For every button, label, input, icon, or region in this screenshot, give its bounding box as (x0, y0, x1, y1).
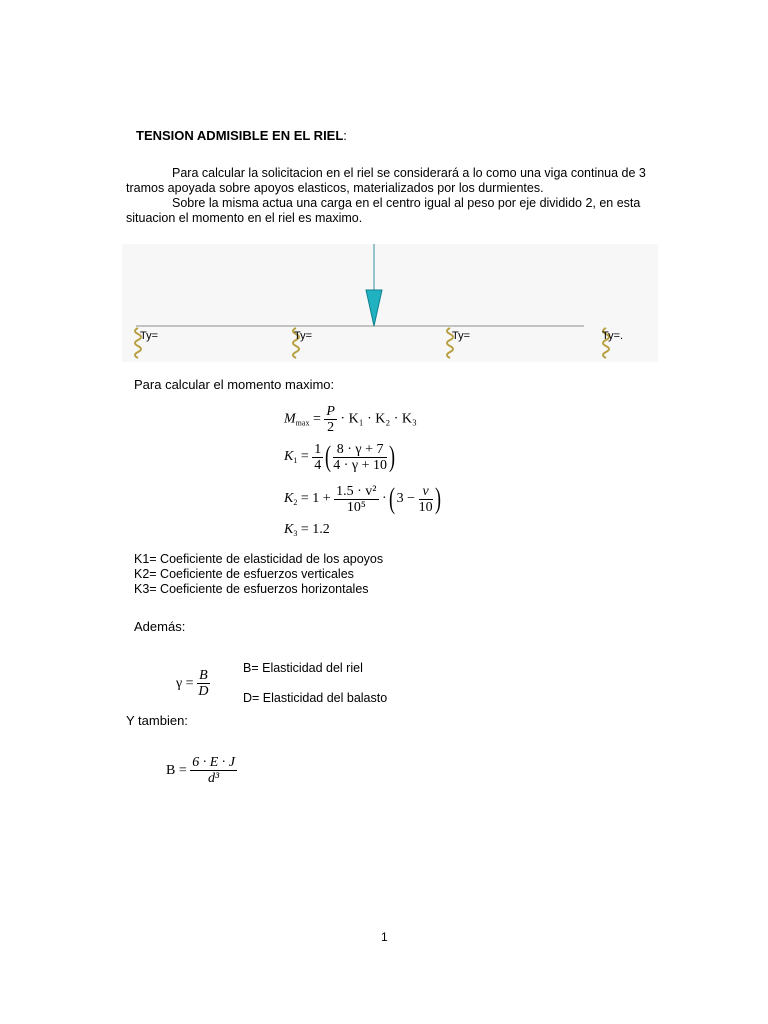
k2-lhs: K (284, 491, 294, 507)
formula-k1: $K_1$ = $\frac{1}{4}$ ( $\frac{8 \cdot \gamma + 7}{4 \cdot \gamma + 10}$ ) (284, 440, 395, 473)
k1-coef-fraction (312, 442, 323, 473)
k2-den: 10⁵ (346, 499, 366, 515)
support-label-2: Ty= (294, 330, 313, 342)
mmax-lhs: M (284, 411, 296, 427)
k2-inner-den: 10 (418, 499, 433, 515)
definition-k1: K1= Coeficiente de elasticidad de los apoyos (134, 552, 384, 566)
support-label-3: Ty= (452, 330, 471, 342)
paragraph-1: Para calcular la solicitacion en el riel se considerará a lo como una viga continua de 3 tramos apoyada sobre apoyos elasticos, materializados por los durmientes. (126, 166, 646, 195)
title-colon: : (343, 128, 347, 143)
k2-inner-a: 3 − (396, 491, 416, 507)
definition-k2: K2= Coeficiente de esfuerzos verticales (134, 567, 354, 581)
formula-k2: $K_2 = 1$ + $\frac{\text{1.5 · v²}}{\text{10⁵}}$ ·( 3 − $\frac{v}{10}$ ) (284, 482, 441, 515)
mmax-num: P (326, 404, 335, 419)
gamma-num: B (199, 668, 208, 683)
k1-eq: = (300, 449, 309, 465)
k1-coef-den: 4 (314, 457, 322, 473)
mmax-eq: = (312, 411, 321, 427)
y-tambien-label: Y tambien: (126, 713, 188, 728)
b-den: d³ (208, 771, 220, 786)
k2-inner-fraction (419, 484, 433, 515)
page-number: 1 (381, 930, 388, 944)
k3-lhs: K (284, 522, 294, 537)
k2-fraction (334, 484, 378, 515)
b-fraction (190, 755, 237, 787)
formula-b (166, 755, 237, 787)
paragraph-2: Sobre la misma actua una carga en el centro igual al peso por eje dividido 2, en esta situacion el momento en el riel es maximo. (126, 196, 641, 225)
support-label-1: Ty= (140, 330, 159, 342)
k3-eq: = 1.2 (300, 522, 330, 537)
definitions-list (134, 552, 383, 597)
definition-k3: K3= Coeficiente de esfuerzos horizontales (134, 582, 369, 596)
mmax-rest: · K₁ · K₂ · K₃ (340, 411, 417, 427)
k1-num: 8 · γ + 7 (333, 442, 387, 458)
formula-gamma (176, 668, 210, 700)
k2-eq: = 1 + (300, 491, 331, 507)
k1-fraction (333, 442, 387, 473)
k2-sub: 2 (293, 498, 298, 508)
gamma-den: D (198, 684, 209, 699)
k2-inner-num: v (422, 483, 429, 499)
gamma-lhs: γ = (176, 676, 194, 692)
beam-diagram (122, 244, 658, 362)
mmax-sub: max (295, 418, 310, 428)
title-text: TENSION ADMISIBLE EN EL RIEL (136, 128, 344, 143)
mmax-den: 2 (327, 420, 335, 435)
k2-num: 1.5 · v² (336, 483, 377, 499)
formula-mmax (284, 404, 417, 435)
b-lhs: B = (166, 763, 187, 779)
support-label-4: Ty=. (602, 330, 624, 342)
formula-k3 (284, 522, 330, 538)
gamma-def-b: B= Elasticidad del riel (243, 661, 363, 675)
momento-intro: Para calcular el momento maximo: (134, 377, 335, 392)
beam-diagram-svg (122, 244, 658, 362)
k1-coef-num: 1 (314, 441, 322, 457)
section-title (136, 128, 347, 143)
k3-sub: 3 (293, 529, 298, 538)
ademas-label: Además: (134, 619, 186, 634)
k1-den: 4 · γ + 10 (333, 457, 387, 473)
k1-sub: 1 (293, 456, 298, 466)
gamma-fraction (197, 668, 210, 700)
k1-lhs: K (284, 449, 294, 465)
k2-dot: · (382, 491, 387, 507)
mmax-fraction (324, 404, 337, 435)
b-num: 6 · E · J (192, 755, 235, 770)
gamma-def-d: D= Elasticidad del balasto (243, 691, 388, 705)
diagram-background (122, 244, 658, 362)
